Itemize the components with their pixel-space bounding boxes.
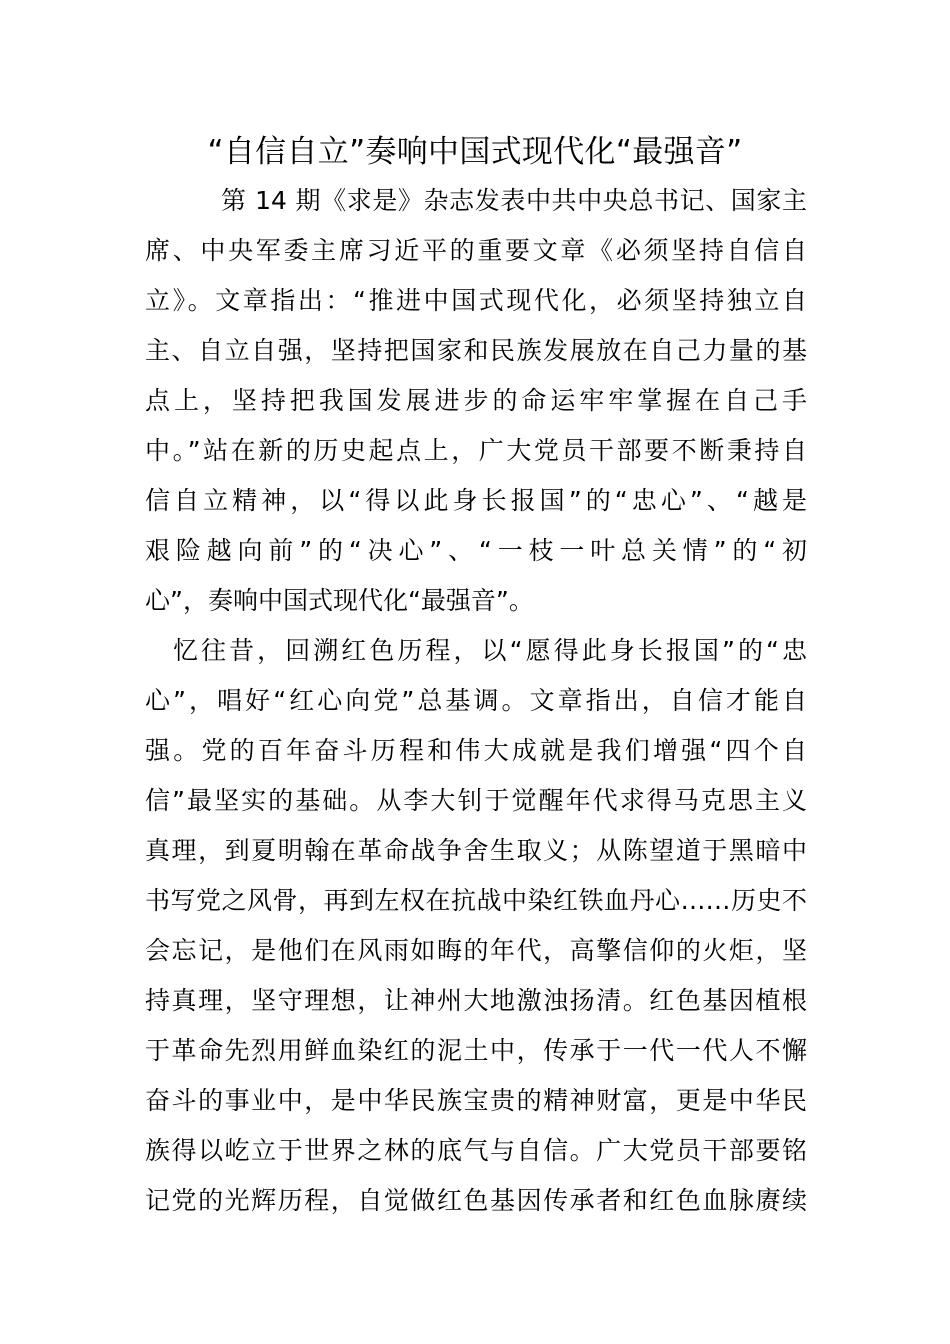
text-line: 于革命先烈用鲜血染红的泥土中，传承于一代一代人不懈 <box>145 1036 807 1065</box>
text-line: 心”，唱好“红心向党”总基调。文章指出，自信才能自 <box>145 686 807 715</box>
text-line: 主、自立自强，坚持把国家和民族发展放在自己力量的基 <box>145 336 807 365</box>
paragraph-1 <box>145 176 807 626</box>
paragraph-2 <box>145 626 807 1226</box>
text-line: 心”，奏响中国式现代化“最强音”。 <box>145 586 534 615</box>
text-line: 奋斗的事业中，是中华民族宝贵的精神财富，更是中华民 <box>145 1086 807 1115</box>
document-title: “自信自立”奏响中国式现代化“最强音” <box>207 134 743 170</box>
text-line: 席、中央军委主席习近平的重要文章《必须坚持自信自 <box>145 236 807 265</box>
text-line: 族得以屹立于世界之林的底气与自信。广大党员干部要铭 <box>145 1136 807 1165</box>
text-line: 第 14 期《求是》杂志发表中共中央总书记、国家主 <box>221 186 807 215</box>
text-line: 忆往昔，回溯红色历程，以“愿得此身长报国”的“忠 <box>173 636 807 665</box>
document-body <box>145 176 807 1226</box>
text-line: 记党的光辉历程，自觉做红色基因传承者和红色血脉赓续 <box>145 1186 807 1215</box>
text-line: 信自立精神，以“得以此身长报国”的“忠心”、“越是 <box>145 486 807 515</box>
text-line: 强。党的百年奋斗历程和伟大成就是我们增强“四个自 <box>145 736 807 765</box>
text-line: 持真理，坚守理想，让神州大地激浊扬清。红色基因植根 <box>145 986 807 1015</box>
text-line: 中。”站在新的历史起点上，广大党员干部要不断秉持自 <box>145 436 807 465</box>
text-line: 会忘记，是他们在风雨如晦的年代，高擎信仰的火炬，坚 <box>145 936 807 965</box>
text-line: 艰险越向前”的“决心”、“一枝一叶总关情”的“初 <box>145 536 807 565</box>
text-line: 点上，坚持把我国发展进步的命运牢牢掌握在自己手 <box>145 386 807 415</box>
text-line: 信”最坚实的基础。从李大钊于觉醒年代求得马克思主义 <box>145 786 807 815</box>
text-line: 书写党之风骨，再到左权在抗战中染红铁血丹心……历史不 <box>145 886 807 915</box>
text-line: 立》。文章指出：“推进中国式现代化，必须坚持独立自 <box>145 286 807 315</box>
text-line: 真理，到夏明翰在革命战争舍生取义；从陈望道于黑暗中 <box>145 836 807 865</box>
